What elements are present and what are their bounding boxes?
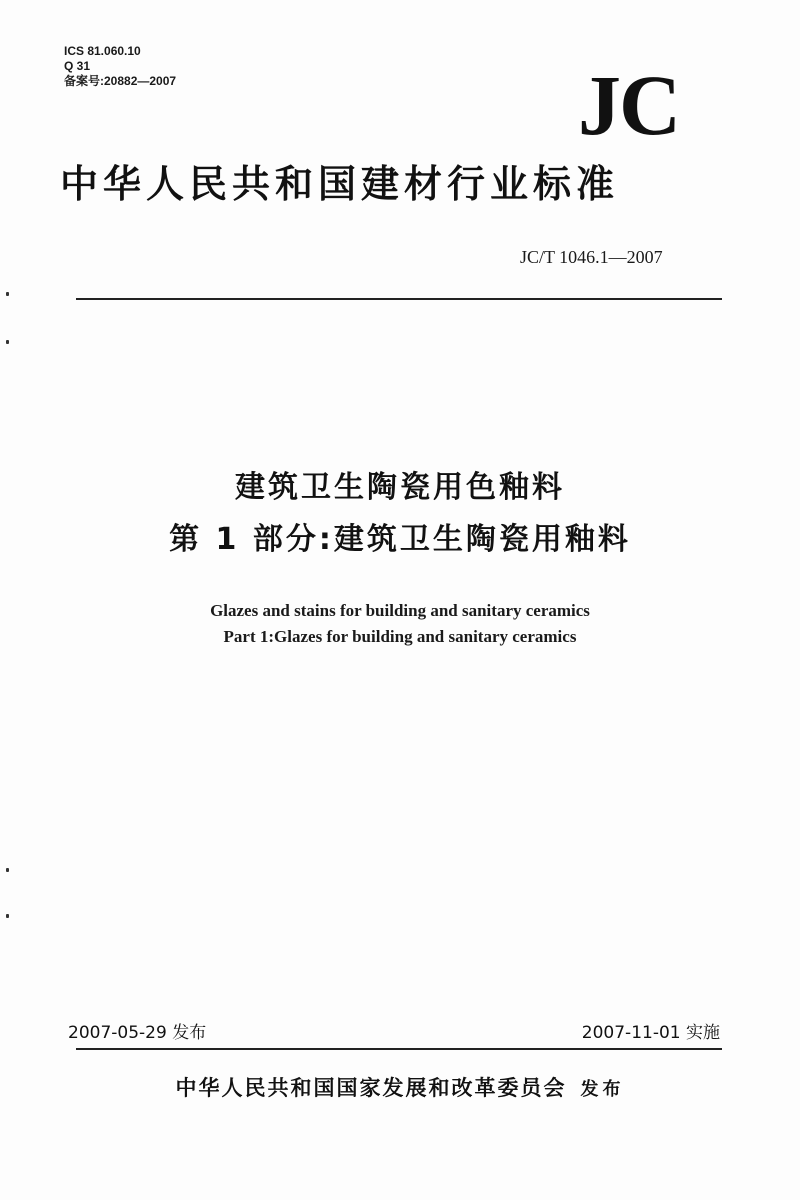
issuer-suffix: 发布 [580,1079,625,1100]
classification-block [64,44,176,89]
filing-number: 备案号:20882—2007 [64,74,177,88]
scan-speck [6,868,9,872]
scan-speck [6,914,9,918]
top-divider [76,298,722,300]
issue-date: 2007-05-29 发布 [68,1023,207,1043]
standard-category-title: 中华人民共和国建材行业标准 [60,162,620,206]
scan-speck [6,292,9,296]
ics-code: ICS 81.060.10 [64,44,141,58]
en-title-line1: Glazes and stains for building and sanitary ceramics [210,601,590,620]
bottom-divider [76,1048,722,1050]
standard-number: JC/T 1046.1—2007 [520,247,663,267]
issuer-name: 中华人民共和国国家发展和改革委员会 [175,1076,567,1100]
scan-speck [6,340,9,344]
effective-date: 2007-11-01 实施 [581,1023,720,1043]
jc-logo: JC [578,57,680,153]
cn-title-line1: 建筑卫生陶瓷用色釉料 [235,470,565,505]
cn-title-line2: 第 1 部分:建筑卫生陶瓷用釉料 [169,522,631,557]
ccs-code: Q 31 [64,59,91,73]
en-title-line2: Part 1:Glazes for building and sanitary ceramics [223,627,577,646]
issuer-line [0,1074,800,1104]
